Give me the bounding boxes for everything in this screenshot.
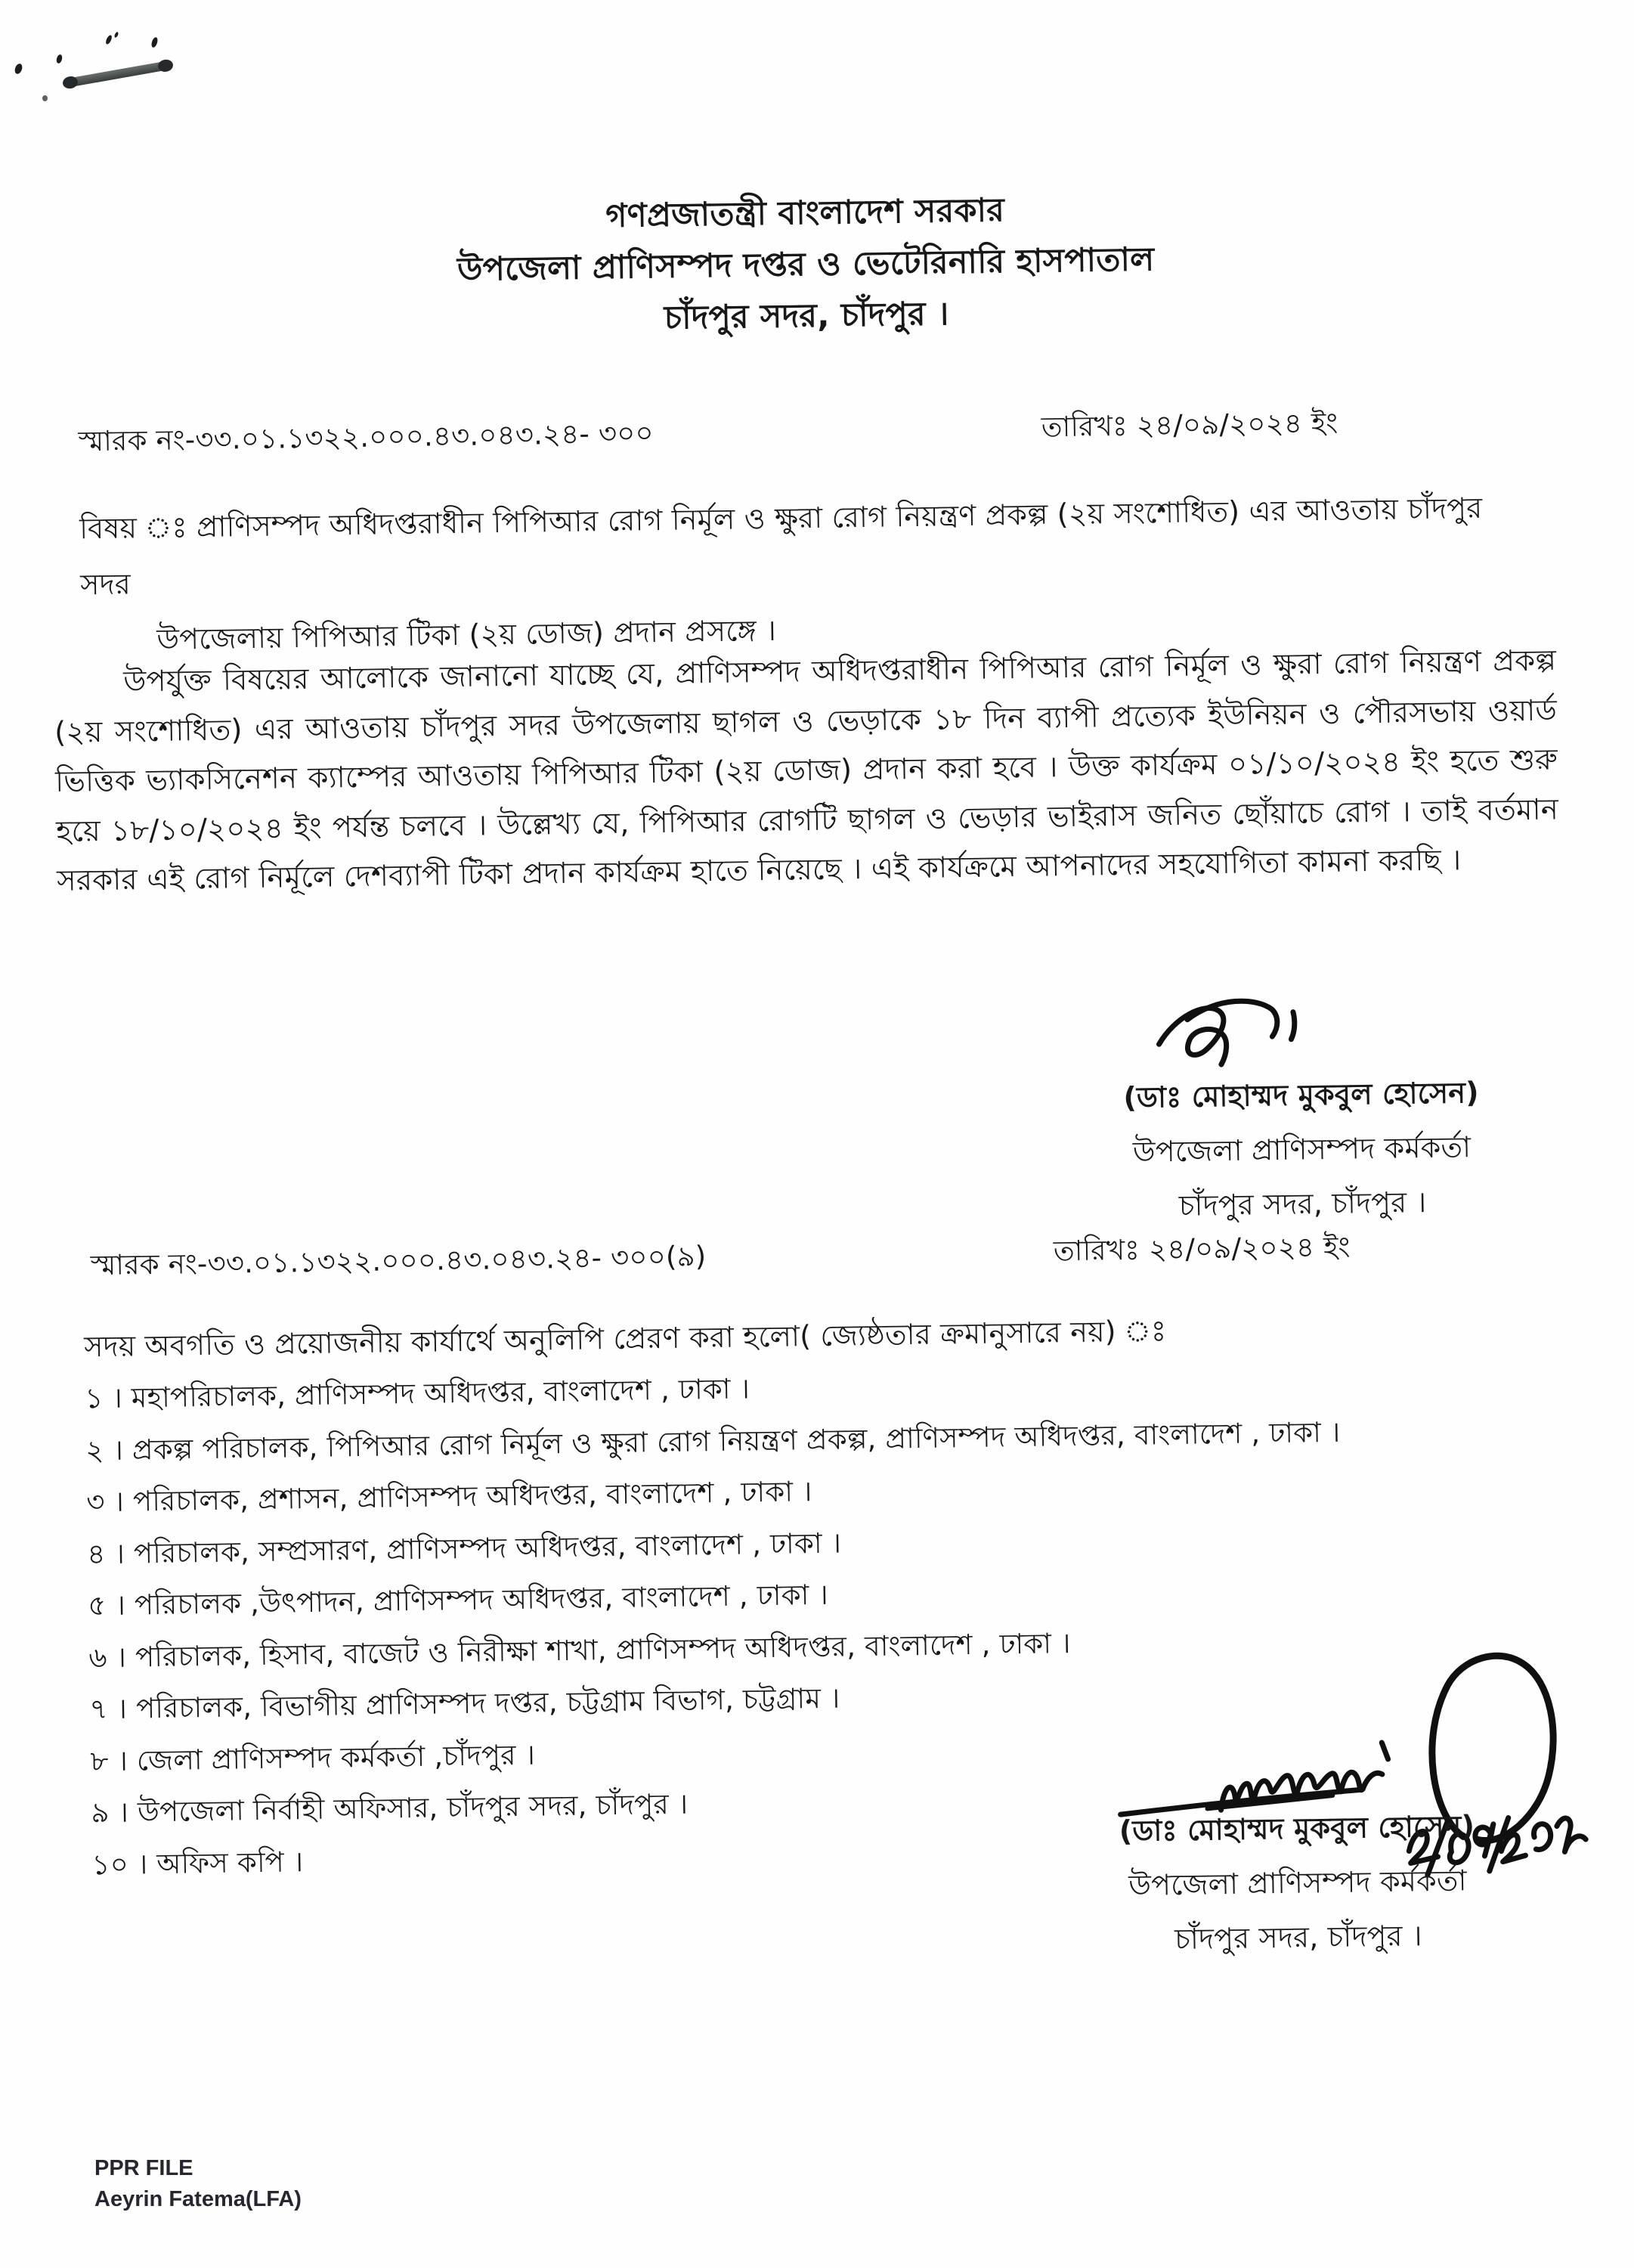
distribution-item: ৪ । পরিচালক, সম্প্রসারণ, প্রাণিসম্পদ অধিদপ্তর, বাংলাদেশ , ঢাকা । [87, 1526, 842, 1570]
signatory-name: (ডাঃ মোহাম্মদ মুকবুল হোসেন) [1123, 1076, 1480, 1114]
distribution-item: ১০ । অফিস কপি । [91, 1845, 304, 1881]
letterhead-location: চাঁদপুর সদর, চাঁদপুর । [664, 295, 949, 337]
file-author: Aeyrin Fatema(LFA) [94, 2187, 302, 2211]
distribution-item: ২ । প্রকল্প পরিচালক, পিপিআর রোগ নির্মূল ও ক্ষুরা রোগ নিয়ন্ত্রণ প্রকল্প, প্রাণিসম্পদ অধিদপ্তর, বাংলাদেশ , ঢাকা । [85, 1415, 1341, 1467]
distribution-item: ৮ । জেলা প্রাণিসম্পদ কর্মকর্তা ,চাঁদপুর । [90, 1738, 536, 1777]
memo-row-1 [78, 401, 1338, 467]
distribution-item: ৩ । পরিচালক, প্রশাসন, প্রাণিসম্পদ অধিদপ্তর, বাংলাদেশ , ঢাকা । [86, 1475, 812, 1519]
letterhead-government: গণপ্রজাতন্ত্রী বাংলাদেশ সরকার [605, 191, 1005, 236]
signature-block-1 [1073, 989, 1530, 1235]
distribution-item: ৯ । উপজেলা নির্বাহী অফিসার, চাঁদপুর সদর, চাঁদপুর । [91, 1787, 689, 1830]
distribution-item: ৬ । পরিচালক, হিসাব, বাজেট ও নিরীক্ষা শাখা, প্রাণিসম্পদ অধিদপ্তর, বাংলাদেশ , ঢাকা । [88, 1626, 1071, 1674]
letterhead-office: উপজেলা প্রাণিসম্পদ দপ্তর ও ভেটেরিনারি হাসপাতাল [456, 240, 1155, 289]
memo-number-1: স্মারক নং-৩৩.০১.১৩২২.০০০.৪৩.০৪৩.২৪- ৩০০ [78, 417, 655, 458]
memo-number-2: স্মারক নং-৩৩.০১.১৩২২.০০০.৪৩.০৪৩.২৪- ৩০০(৯) [90, 1240, 707, 1282]
subject-line-2: উপজেলায় পিপিআর টিকা (২য় ডোজ) প্রদান প্রসঙ্গে । [156, 613, 777, 656]
memo-row-2 [90, 1225, 1351, 1291]
letterhead [0, 175, 1624, 354]
signatory-name: (ডাঃ মোহাম্মদ মুকবুল হোসেন) [1119, 1809, 1475, 1848]
memo-date-2: তারিখঃ ২৪/০৯/২০২৪ ইং [1053, 1230, 1351, 1268]
signature-initials-icon [1145, 992, 1320, 1070]
distribution-heading: সদয় অবগতি ও প্রয়োজনীয় কার্যার্থে অনুলিপি প্রেরণ করা হলো( জ্যেষ্ঠতার ক্রমানুসারে নয়) ঃ [83, 1314, 1167, 1364]
body-paragraph: উপর্যুক্ত বিষয়ের আলোকে জানানো যাচ্ছে যে, প্রাণিসম্পদ অধিদপ্তরাধীন পিপিআর রোগ নির্মূল ও ক্ষুরা রোগ নিয়ন্ত্রণ প্রকল্প (২য় সংশোধিত) এর আওতায় চাঁদপুর সদর উপজেলায় ছাগল ও ভেড়াকে ১৮ দিন ব্যাপী প্রত্যেক ইউনিয়ন ও পৌরসভায় ওয়ার্ড ভিত্তিক ভ্যাকসিনেশন ক্যাম্পের আওতায় পিপিআর টিকা (২য় ডোজ) প্রদান করা হবে । উক্ত কার্যক্রম ০১/১০/২০২৪ ইং হতে শুরু হয়ে ১৮/১০/২০২৪ ইং পর্যন্ত চলবে । উল্লেখ্য যে, পিপিআর রোগটি ছাগল ও ভেড়ার ভাইরাস জনিত ছোঁয়াচে রোগ । তাই বর্তমান সরকার এই রোগ নির্মূলে দেশব্যাপী টিকা প্রদান কার্যক্রম হাতে নিয়েছে । এই কার্যক্রমে আপনাদের সহযোগিতা কামনা করছি । [54, 643, 1559, 898]
signatory-title: উপজেলা প্রাণিসম্পদ কর্মকর্তা [1132, 1130, 1472, 1169]
signatory-title: উপজেলা প্রাণিসম্পদ কর্মকর্তা [1128, 1864, 1467, 1903]
signature-block-2 [1062, 1798, 1533, 1968]
distribution-item: ১ । মহাপরিচালক, প্রাণিসম্পদ অধিদপ্তর, বাংলাদেশ , ঢাকা । [84, 1372, 750, 1415]
distribution-item: ৭ । পরিচালক, বিভাগীয় প্রাণিসম্পদ দপ্তর, চট্টগ্রাম বিভাগ, চট্টগ্রাম । [89, 1681, 840, 1726]
signatory-address: চাঁদপুর সদর, চাঁদপুর । [1174, 1919, 1423, 1957]
file-label: PPR FILE [94, 2156, 193, 2180]
distribution-item: ৫ । পরিচালক ,উৎপাদন, প্রাণিসম্পদ অধিদপ্তর, বাংলাদেশ , ঢাকা । [88, 1578, 829, 1622]
subject-line-1: বিষয় ঃ প্রাণিসম্পদ অধিদপ্তরাধীন পিপিআর রোগ নির্মূল ও ক্ষুরা রোগ নিয়ন্ত্রণ প্রকল্প (২য় সংশোধিত) এর আওতায় চাঁদপুর সদর [79, 491, 1483, 602]
memo-date-1: তারিখঃ ২৪/০৯/২০২৪ ইং [1041, 406, 1338, 444]
file-annotation [94, 2153, 302, 2215]
signatory-address: চাঁদপুর সদর, চাঁদপুর । [1178, 1185, 1427, 1222]
